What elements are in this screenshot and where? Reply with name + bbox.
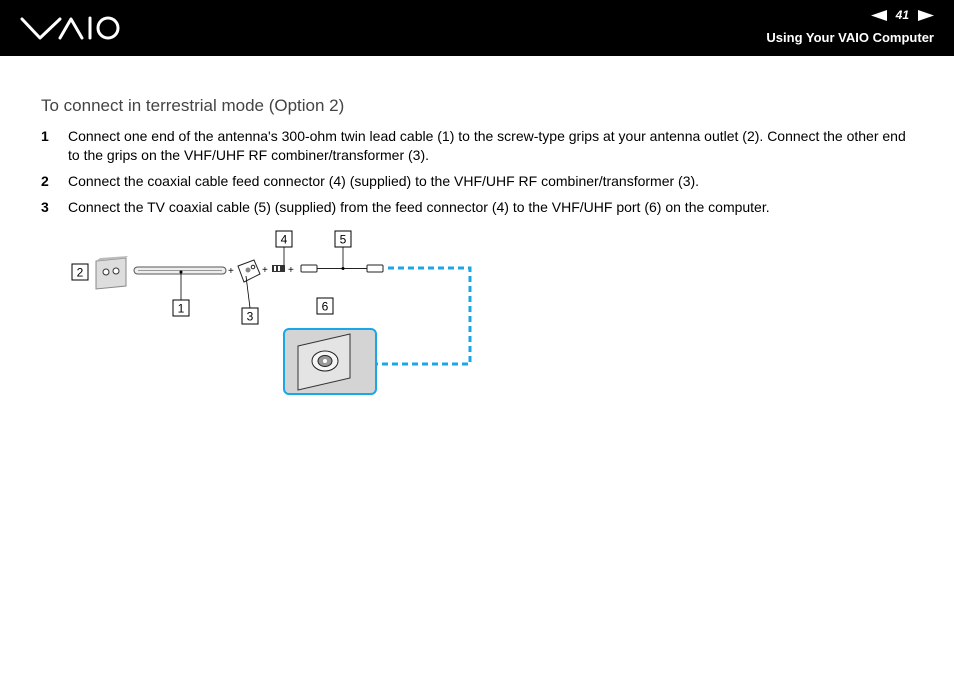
callout-4 — [276, 231, 292, 247]
step-number: 3 — [41, 199, 49, 215]
step-text: Connect the TV coaxial cable (5) (supplied) from the feed connector (4) to the VHF/UHF port (6) on the computer. — [68, 199, 770, 215]
vhf-uhf-port — [284, 329, 376, 394]
step-text: Connect one end of the antenna's 300-ohm twin lead cable (1) to the screw-type grips at your antenna outlet (2). Connect the other end to the grips on the VHF/UHF RF combiner/transformer (3). — [68, 128, 906, 163]
svg-text:+: + — [228, 266, 234, 277]
triangle-right-icon[interactable] — [918, 10, 934, 21]
callout-3 — [242, 308, 258, 324]
connection-diagram — [70, 228, 490, 400]
callout-2 — [72, 264, 88, 280]
callout-1 — [173, 300, 189, 316]
page-heading: To connect in terrestrial mode (Option 2) — [41, 96, 345, 115]
antenna-outlet — [96, 256, 128, 289]
step-number: 1 — [41, 128, 49, 144]
section-title: Using Your VAIO Computer — [766, 30, 934, 45]
page-header — [0, 0, 954, 56]
vaio-logo — [20, 14, 120, 47]
list-item — [41, 127, 921, 165]
list-item — [41, 198, 921, 217]
triangle-left-icon[interactable] — [871, 10, 887, 21]
callout-label: 2 — [76, 265, 84, 280]
page-number: 41 — [895, 8, 909, 22]
instruction-steps — [41, 127, 921, 224]
callout-6 — [317, 298, 333, 314]
callout-5 — [335, 231, 351, 247]
callout-label: 3 — [246, 309, 254, 324]
feed-connector — [262, 246, 294, 276]
callout-label: 6 — [321, 299, 329, 314]
svg-text:+: + — [262, 265, 268, 276]
callout-label: 4 — [280, 232, 288, 247]
page-navigation — [871, 6, 934, 24]
rf-combiner-transformer — [228, 260, 260, 308]
step-number: 2 — [41, 173, 49, 189]
list-item — [41, 172, 921, 191]
callout-label: 1 — [177, 301, 185, 316]
callout-label: 5 — [339, 232, 347, 247]
step-text: Connect the coaxial cable feed connector (4) (supplied) to the VHF/UHF RF combiner/transformer (3). — [68, 173, 700, 189]
svg-text:+: + — [288, 265, 294, 276]
twin-lead-cable — [134, 267, 226, 300]
tv-coaxial-cable — [301, 246, 383, 272]
